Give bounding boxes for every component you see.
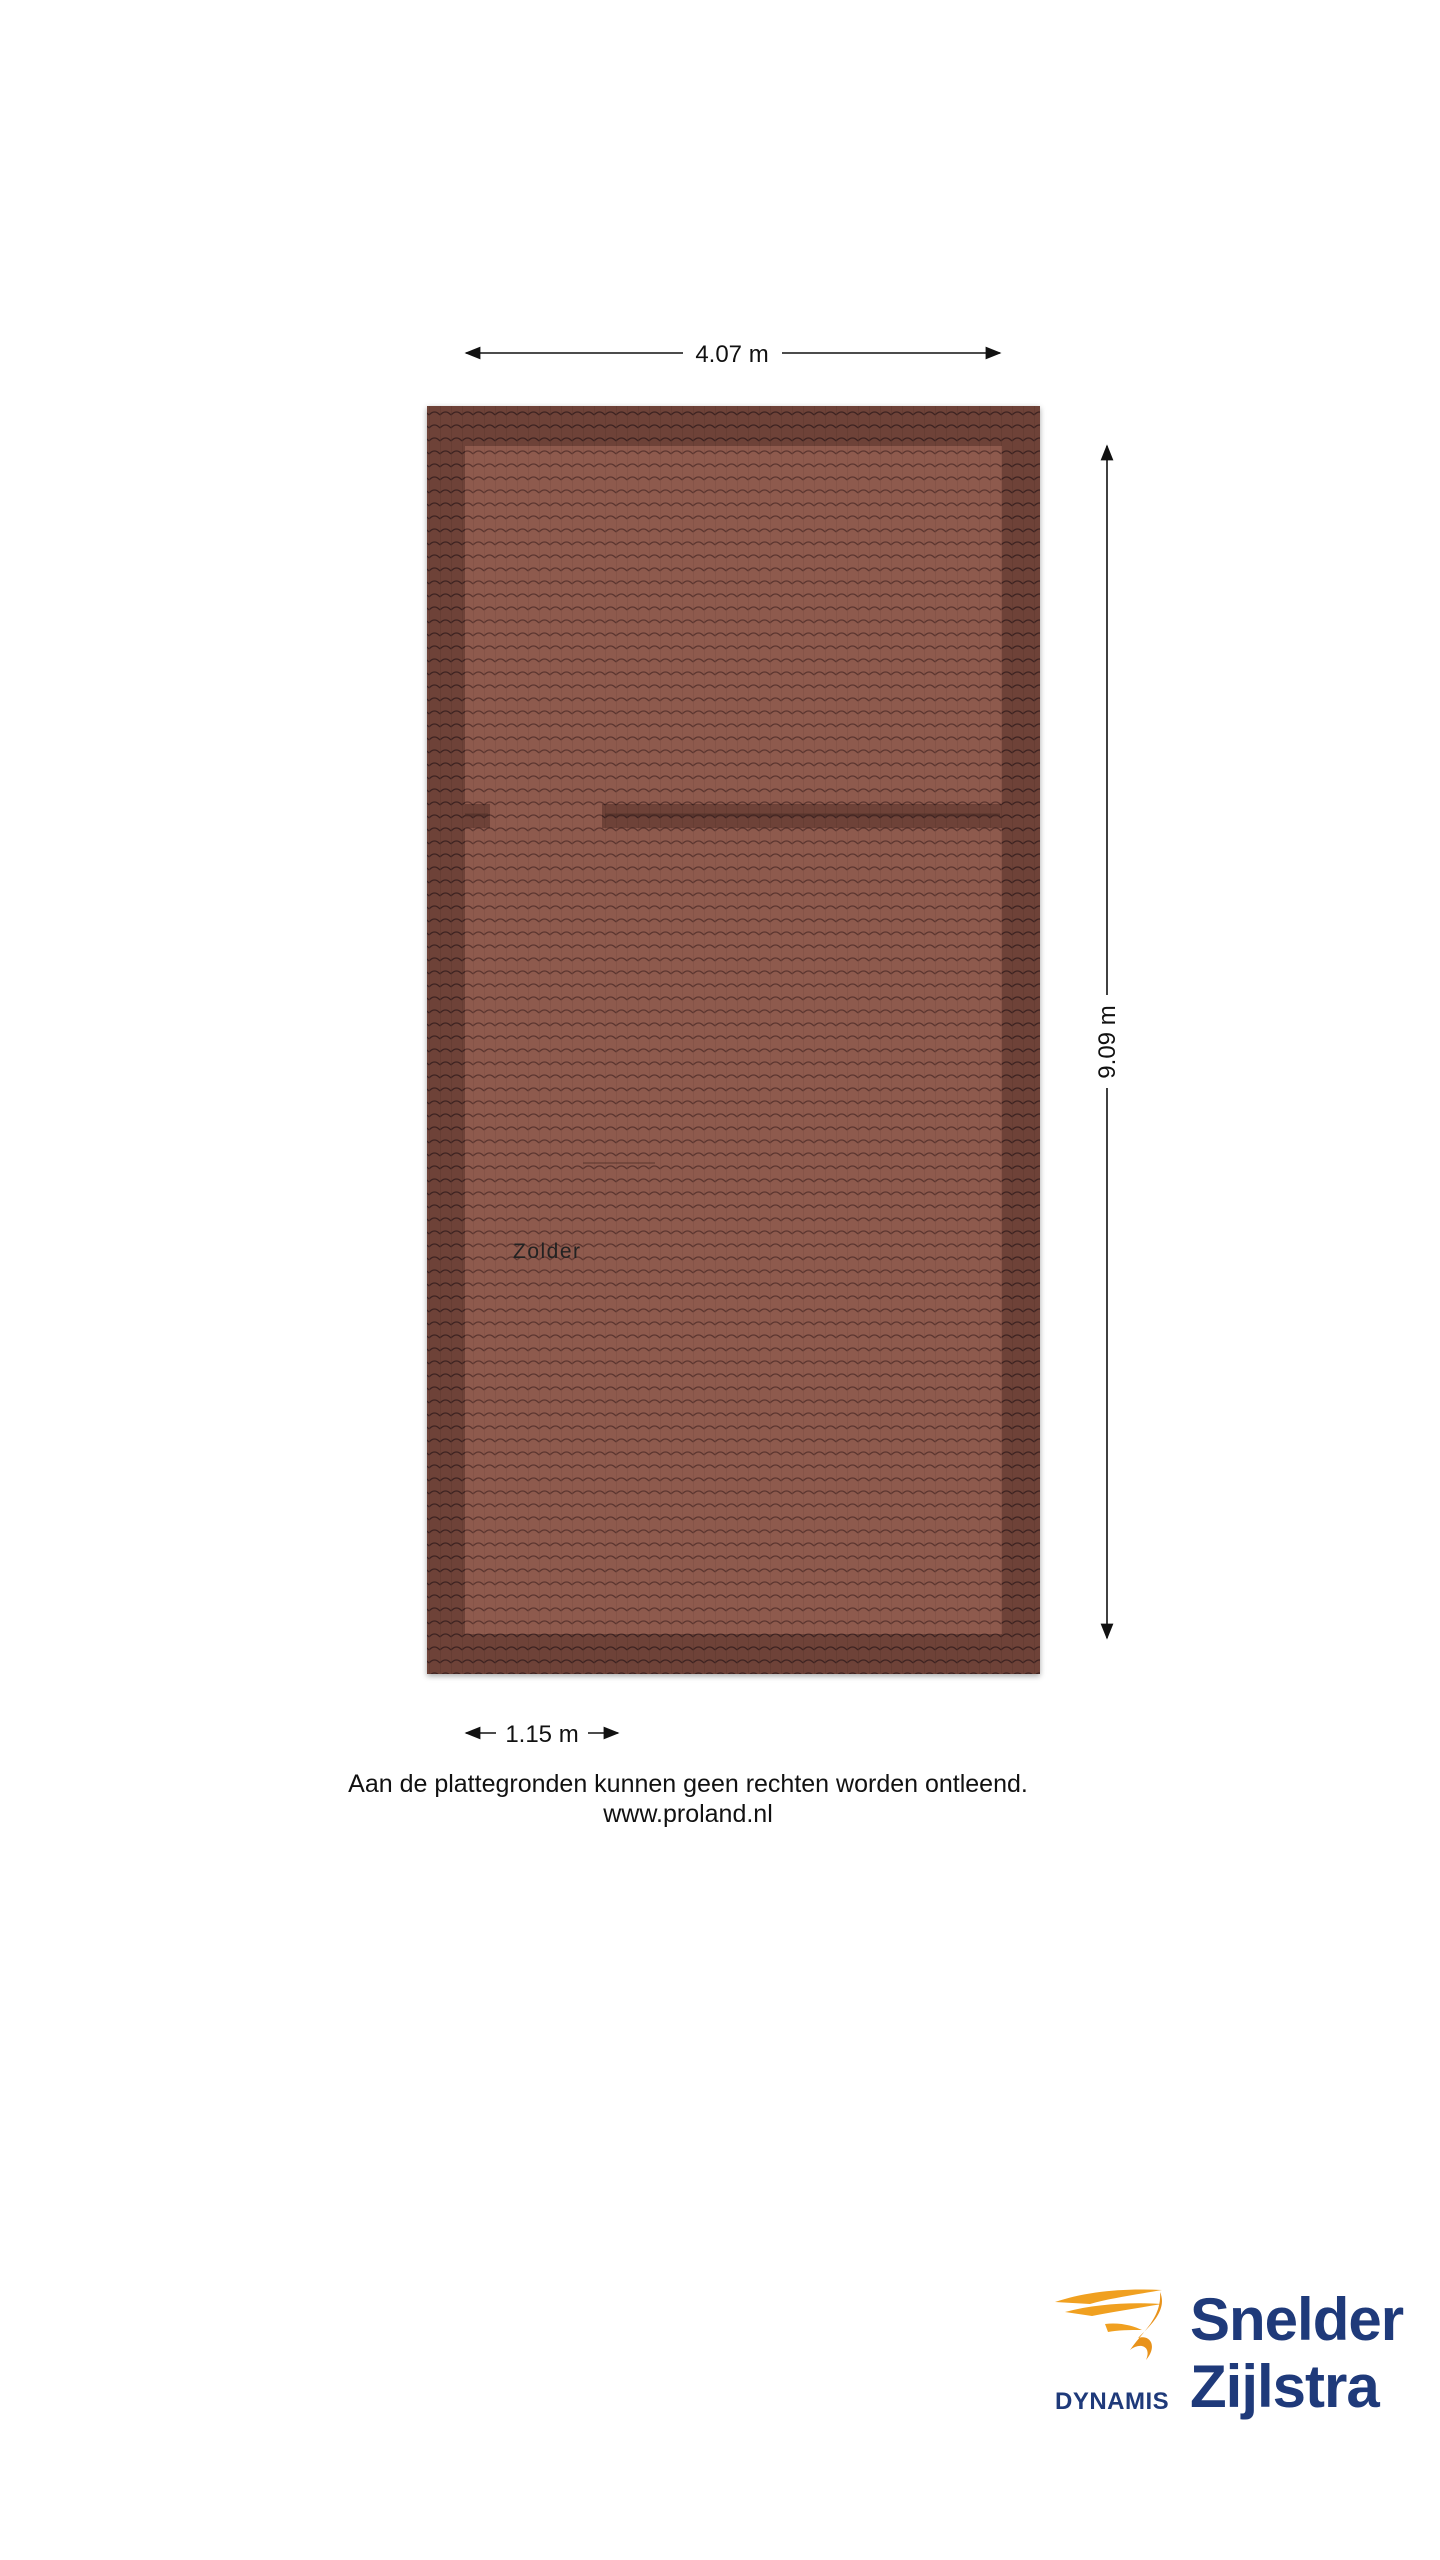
logo-subtext: DYNAMIS <box>1055 2388 1170 2415</box>
roof-upper-field <box>465 446 1002 804</box>
brand-logo <box>1040 2270 1420 2440</box>
disclaimer-text: Aan de plattegronden kunnen geen rechten worden ontleend. <box>348 1770 1028 1798</box>
logo-brand-line2: Zijlstra <box>1190 2353 1379 2420</box>
dimension-length <box>1094 446 1121 1638</box>
dimension-opening-label: 1.15 m <box>505 1721 579 1748</box>
dimension-length-label: 9.09 m <box>1094 1005 1121 1079</box>
roof-lower-field <box>465 828 1002 1634</box>
dimension-width <box>466 341 1000 368</box>
room-label-zolder: Zolder <box>513 1240 582 1263</box>
roof-opening-gap <box>490 804 602 828</box>
roof-plan <box>427 406 1040 1674</box>
logo-brand-line1: Snelder <box>1190 2286 1404 2353</box>
dimension-width-label: 4.07 m <box>695 341 769 368</box>
flame-logo-icon <box>1050 2280 1180 2380</box>
disclaimer-url: www.proland.nl <box>603 1800 773 1828</box>
dimension-opening <box>466 1721 618 1748</box>
